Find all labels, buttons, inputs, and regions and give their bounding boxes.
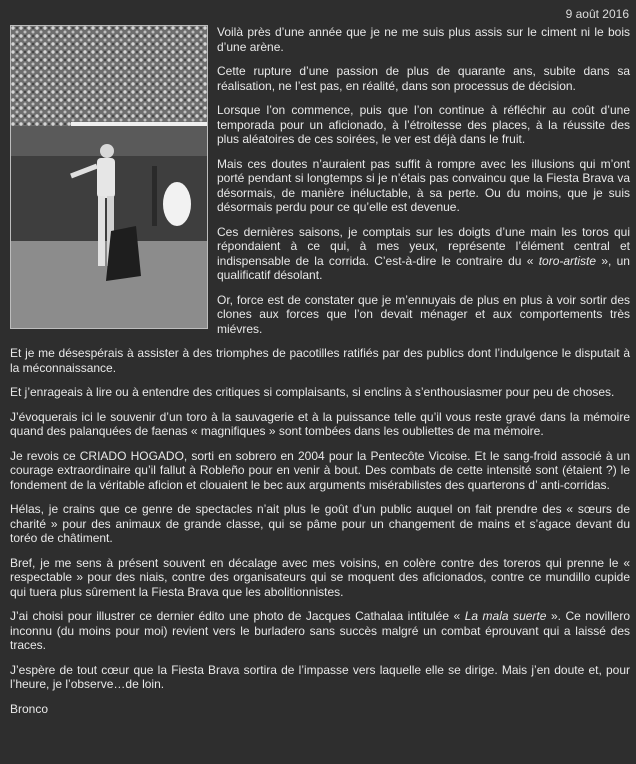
paragraph: Cette rupture d’une passion de plus de quarante ans, subite dans sa réalisation, ne l’est pas, en réalité, dans son processus de décision.: [217, 64, 630, 93]
paragraph: Mais ces doutes n’auraient pas suffit à rompre avec les illusions qui m’ont porté pendant si longtemps si je n’étais pas convaincu que la Fiesta Brava va désormais, de manière inéluctable, à sa perte. Ou du moins, que je suis désormais perdu pour ce qu’elle est devenue.: [217, 156, 630, 214]
bullfighter-photo: [10, 25, 208, 329]
paragraph: Lorsque l’on commence, puis que l’on continue à réfléchir au coût d’une temporada pour un aficionado, à l’étroitesse des places, à la réussite des plus aléatoires de ces soirées, le ver est déjà dans le fruit.: [217, 103, 630, 146]
paragraph: Voilà près d’une année que je ne me suis plus assis sur le ciment ni le bois d’une arène.: [217, 25, 630, 54]
paragraph-text: J’ai choisi pour illustrer ce dernier édito une photo de Jacques Cathalaa intitulée «: [10, 609, 465, 623]
paragraph: Bref, je me sens à présent souvent en décalage avec mes voisins, en colère contre des toreros qui prenne le « respectable » pour des niais, contre des organisateurs qui se moquent des aficionados, contre ce mundillo cupide qui tuera plus sûrement la Fiesta Brava que les abolitionnistes.: [10, 555, 630, 599]
photo-illustration: [11, 26, 207, 328]
signature: Bronco: [10, 701, 49, 716]
emphasis: toro-artiste: [538, 253, 597, 268]
paragraph-text: », un qualificatif désolant.: [217, 253, 630, 282]
paragraph-text: Ces dernières saisons, je comptais sur les doigts d’une main les toros qui répondaient à ce qui, à mes yeux, représente l’élément central et indispensable de la corrida. C’est-à-dire le contraire du «: [217, 224, 630, 268]
paragraph: [10, 609, 630, 653]
paragraph: Et je me désespérais à assister à des triomphes de pacotilles ratifiés par des publics dont l’indulgence le disputait à la méconnaissance.: [10, 346, 630, 375]
paragraph-text: ». Ce novillero inconnu (du moins pour moi) revient vers le burladero sans succès malgré un combat éprouvant qui a laissé des traces.: [10, 609, 630, 652]
paragraph: Or, force est de constater que je m’ennuyais de plus en plus à voir sortir des clones aux forces que l’on devait ménager et aux comportements très miévres.: [217, 292, 630, 336]
article-body: [10, 25, 630, 726]
paragraph: J’évoquerais ici le souvenir d’un toro à la sauvagerie et à la puissance telle qu’il vous reste gravé dans la mémoire quand des palanquées de faenas « magnifiques » sont tombées dans les oubliettes de ma mémoire.: [10, 409, 630, 438]
emphasis: La mala suerte: [464, 609, 547, 623]
paragraph: Je revois ce CRIADO HOGADO, sorti en sobrero en 2004 pour la Pentecôte Vicoise. Et le sang-froid associé à un courage extraordinaire qu’il fallut à Robleño pour en venir à bout. Des combats de cette intensité sont (étaient ?) le fondement de la véritable aficion et clouaient le bec aux arguments misérabilistes des quarterons d’ anti-corridas.: [10, 448, 630, 492]
post-date: 9 août 2016: [565, 7, 629, 21]
paragraph: Hélas, je crains que ce genre de spectacles n’ait plus le goût d’un public auquel on fait prendre des « sœurs de charité » pour des animaux de grande classe, qui se pâme pour un changement de mains et s’agace devant du toréo de châtiment.: [10, 502, 630, 545]
paragraph: J’espère de tout cœur que la Fiesta Brava sortira de l’impasse vers laquelle elle se dirige. Mais j’en doute et, pour l’heure, je l’observe…de loin.: [10, 662, 630, 691]
paragraph: Et j’enrageais à lire ou à entendre des critiques si complaisants, si enclins à s’enthousiasmer pour peu de choses.: [10, 385, 615, 399]
